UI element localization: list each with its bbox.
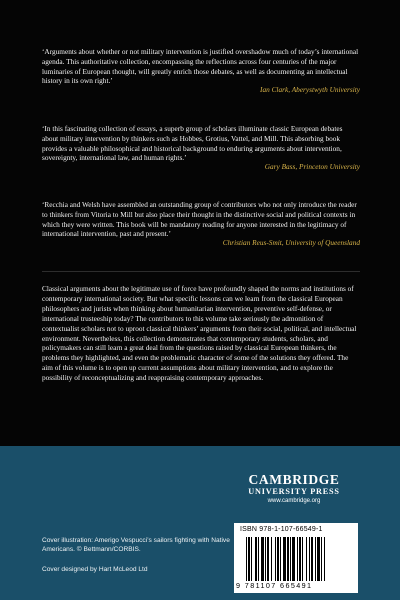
review-author: Gary Bass, Princeton University [264, 162, 360, 172]
isbn-barcode [234, 523, 358, 593]
isbn-label: ISBN 978-1-107-66549-1 [240, 526, 323, 533]
barcode-digits: 9 781107 665491 [236, 581, 313, 590]
publisher-subtitle: UNIVERSITY PRESS [248, 487, 340, 496]
review-text: ‘In this fascinating collection of essays, a superb group of scholars illuminate classic European debates about military intervention by thinkers such as Hobbes, Grotius, Vattel, and Mill. This absorbing book provides a valuable philosophical and historical background to enduring arguments about intervention, sovereignty, international law, and human rights.’ [42, 124, 343, 163]
review-text: ‘Arguments about whether or not military intervention is justified overshadow much of today’s international agenda. This authoritative collection, encompassing the reflections across four centuries of the major luminaries of European thought, will greatly enrich those debates, as well as documenting an intellectual history in its own right.’ [42, 47, 359, 86]
review-author: Ian Clark, Aberystwyth University [260, 85, 360, 95]
cover-illustration-credit: Cover illustration: Amerigo Vespucci’s sailors fighting with Native Americans. © Bettmann/CORBIS. [42, 537, 230, 553]
cover-designer-credit: Cover designed by Hart McLeod Ltd [42, 566, 148, 573]
review-quote-2 [42, 124, 360, 172]
review-quote-1 [42, 47, 360, 95]
publisher-url: www.cambridge.org [267, 498, 321, 504]
book-description: Classical arguments about the legitimate use of force have profoundly shaped the norms and institutions of contemporary international society. But what specific lessons can we learn from the classical European philosophers and jurists when thinking about humanitarian intervention, preventive self-defense, or international trusteeship today? The contributors to this volume take seriously the admonition of contextualist scholars not to uproot classical thinkers’ arguments from their social, political, and intellectual environment. Nevertheless, this collection demonstrates that contemporary students, scholars, and policymakers can still learn a great deal from the questions raised by classical European thinkers, the problems they highlighted, and even the problematic character of some of the solutions they offered. The aim of this volume is to open up current assumptions about military intervention, and to explore the possibility of reconceptualizing and reappraising contemporary approaches. [42, 284, 357, 383]
review-quote-3 [42, 200, 360, 248]
review-text: ‘Recchia and Welsh have assembled an outstanding group of contributors who not only introduce the reader to thinkers from Vitoria to Mill but also place their thought in the distinctive social and political contexts in which they were written. This book will be mandatory reading for anyone interested in the legitimacy of international intervention, past and present.’ [42, 200, 357, 239]
barcode-bars [246, 537, 350, 581]
section-divider [42, 271, 360, 272]
publisher-name: CAMBRIDGE [248, 472, 340, 487]
review-author: Christian Reus-Smit, University of Queensland [222, 238, 360, 248]
publisher-logo [230, 473, 358, 505]
